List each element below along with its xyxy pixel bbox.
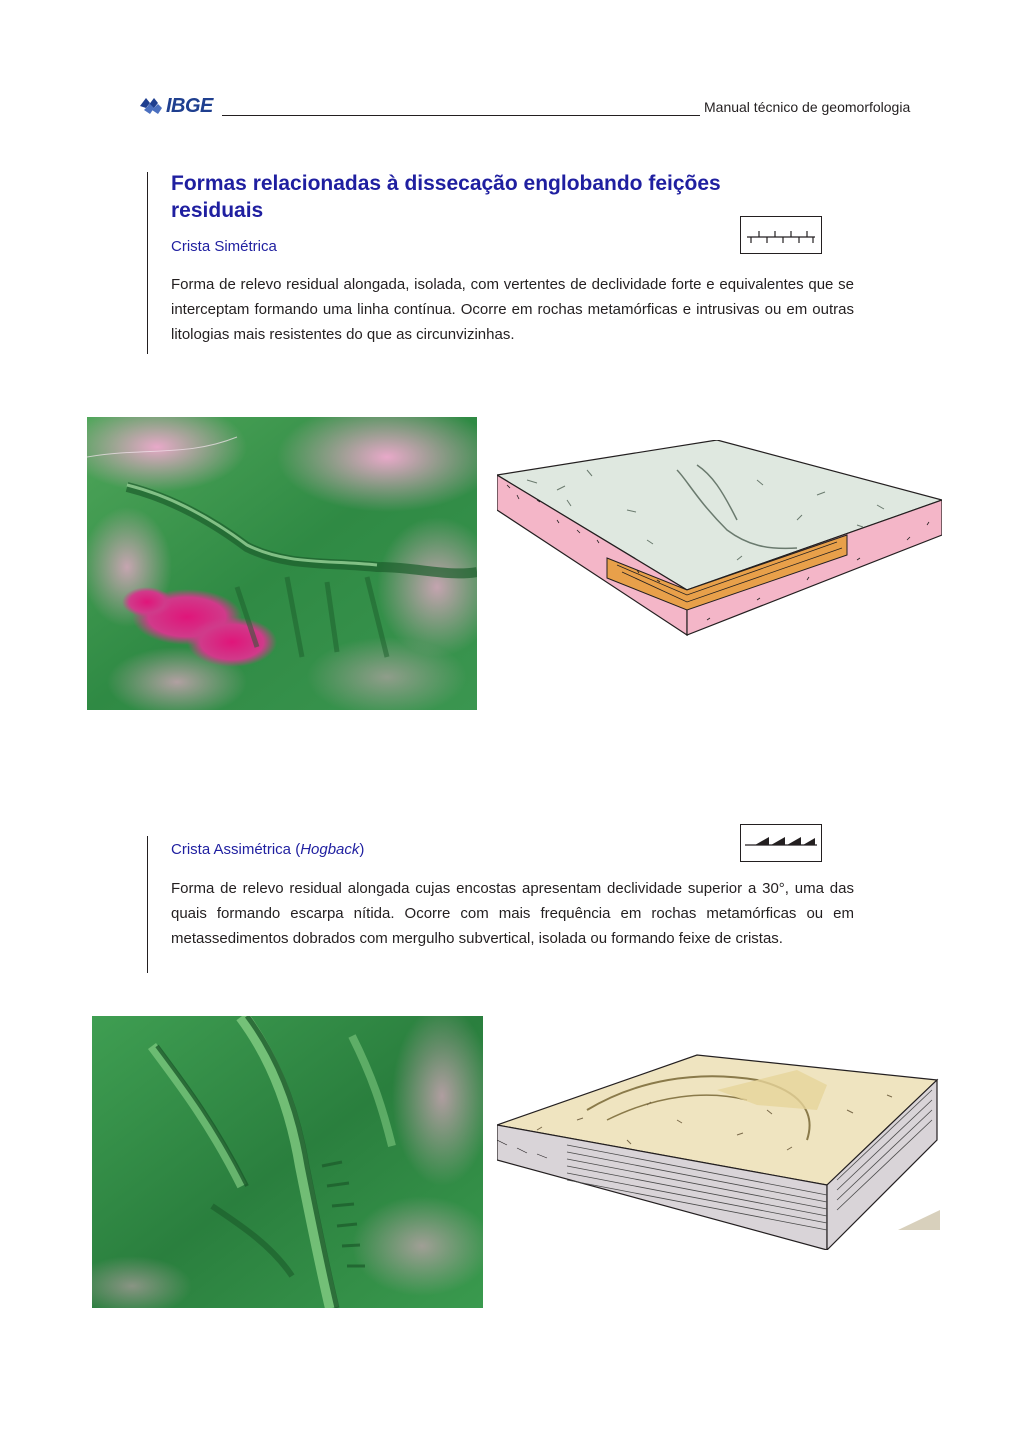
- entry-subtitle-symmetric: Crista Simétrica: [171, 238, 277, 255]
- block-diagram-symmetric-crest: [497, 440, 942, 640]
- logo-text: IBGE: [166, 94, 213, 117]
- asymmetric-crest-symbol: [740, 824, 822, 862]
- symmetric-crest-symbol-icon: [741, 217, 821, 253]
- entry-description-symmetric: Forma de relevo residual alongada, isolada, com vertentes de declividade forte e equivalentes que se interceptam formando uma linha contínua. Ocorre em rochas metamórficas e intrusivas ou em outras litologias mais resistentes do que as circunvizinhas.: [171, 276, 854, 343]
- asymmetric-crest-symbol-icon: [741, 825, 821, 861]
- section-title: Formas relacionadas à dissecação englobando feições residuais: [171, 172, 721, 222]
- page-corner-decoration: [898, 1210, 940, 1230]
- section-marker-bar-2: [147, 836, 148, 973]
- entry-description-asymmetric: Forma de relevo residual alongada cujas encostas apresentam declividade superior a 30°, uma das quais formando escarpa nítida. Ocorre com mais frequência em rochas metamórficas ou em metassedimentos dobrados com mergulho subvertical, isolada ou formando feixe de cristas.: [171, 880, 854, 947]
- satellite-image-symmetric-crest: [87, 417, 477, 710]
- section-marker-bar: [147, 172, 148, 354]
- header-rule: [222, 115, 700, 116]
- ibge-logo-icon: [140, 96, 162, 116]
- entry-subtitle-asymmetric: Crista Assimétrica (Hogback): [171, 841, 365, 858]
- running-title: Manual técnico de geomorfologia: [704, 99, 911, 115]
- ibge-logo: [140, 95, 220, 117]
- symmetric-crest-symbol: [740, 216, 822, 254]
- satellite-image-asymmetric-crest: [92, 1016, 483, 1308]
- block-diagram-asymmetric-crest: [497, 1050, 942, 1250]
